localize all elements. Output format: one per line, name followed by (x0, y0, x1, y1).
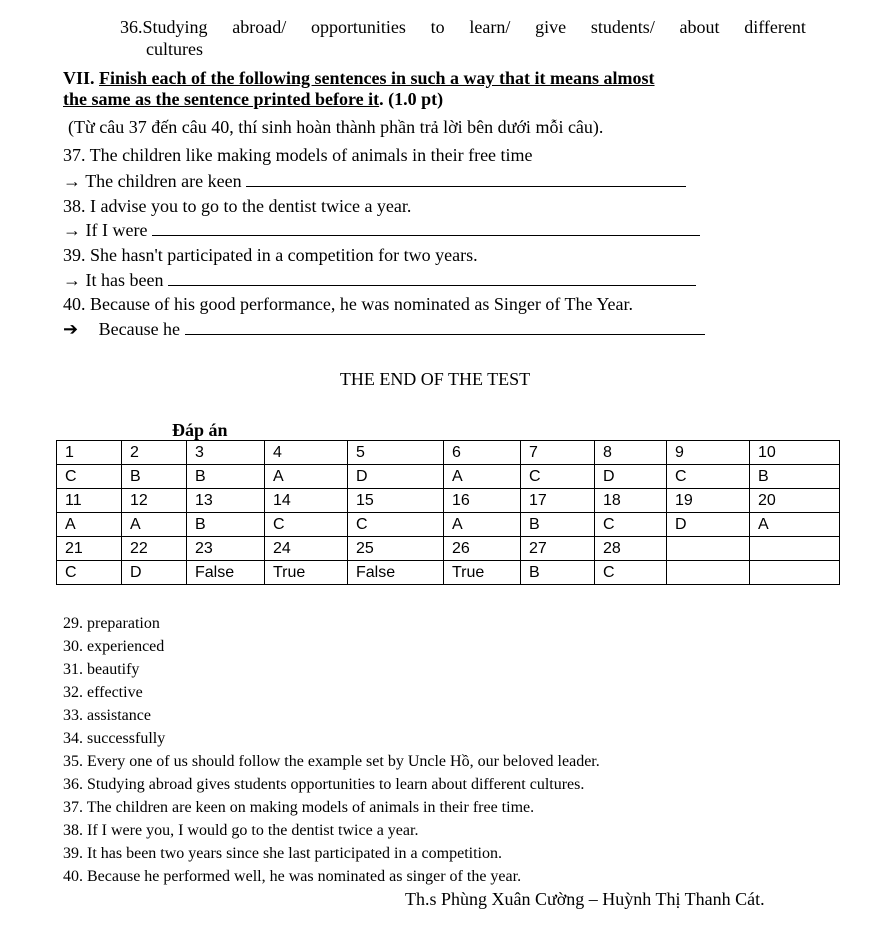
answer-title: Đáp án (172, 420, 228, 440)
table-cell: A (444, 513, 521, 537)
table-cell: 8 (595, 441, 667, 465)
table-cell: 19 (667, 489, 750, 513)
q36-word: students/ (590, 17, 655, 37)
answer-prompt: If I were (85, 220, 148, 240)
section-instruction: (Từ câu 37 đến câu 40, thí sinh hoàn thành phần trả lời bên dưới mỗi câu). (68, 117, 604, 137)
q36-word: opportunities (310, 17, 406, 37)
section-title-part-2: the same as the sentence printed before it (63, 89, 380, 109)
table-cell: D (595, 465, 667, 489)
answer-key-line: 31. beautify (63, 661, 140, 678)
arrow-icon: → (63, 270, 81, 290)
answer-blank[interactable] (152, 221, 700, 236)
table-row (57, 465, 840, 489)
section-heading-line-2 (63, 89, 808, 110)
answer-key-line: 34. successfully (63, 730, 166, 747)
answer-key-line: 40. Because he performed well, he was nominated as singer of the year. (63, 868, 522, 885)
table-cell: B (122, 465, 187, 489)
arrow-icon: → (63, 220, 81, 240)
answer-key-line: 39. It has been two years since she last participated in a competition. (63, 845, 502, 862)
q36-word: to (430, 17, 445, 37)
answer-key-line: 38. If I were you, I would go to the dentist twice a year. (63, 822, 419, 839)
table-cell: True (265, 561, 348, 585)
table-row (57, 441, 840, 465)
table-cell: D (122, 561, 187, 585)
table-cell: 7 (521, 441, 595, 465)
table-cell: 9 (667, 441, 750, 465)
table-cell (750, 561, 840, 585)
table-cell: C (667, 465, 750, 489)
table-cell: 21 (57, 537, 122, 561)
table-cell: B (750, 465, 840, 489)
table-cell: A (444, 465, 521, 489)
answer-key-line: 37. The children are keen on making models of animals in their free time. (63, 799, 535, 816)
answer-blank[interactable] (246, 172, 686, 187)
q36-word: 36.Studying (120, 17, 208, 37)
section-heading (63, 68, 808, 110)
q36-word: give (535, 17, 567, 37)
question-40-answer-line (63, 319, 705, 340)
table-cell: D (348, 465, 444, 489)
table-cell (667, 537, 750, 561)
table-cell: C (521, 465, 595, 489)
table-cell: False (187, 561, 265, 585)
table-cell: 15 (348, 489, 444, 513)
table-cell: A (122, 513, 187, 537)
question-39-answer-line (63, 270, 696, 291)
end-of-test: THE END OF THE TEST (339, 369, 531, 389)
table-cell: 22 (122, 537, 187, 561)
table-cell: 23 (187, 537, 265, 561)
table-cell: 28 (595, 537, 667, 561)
table-cell: C (57, 465, 122, 489)
q36-word: abroad/ (232, 17, 287, 37)
question-37-answer-line (63, 171, 686, 192)
answer-key-line: 30. experienced (63, 638, 165, 655)
answer-key-line: 32. effective (63, 684, 143, 701)
table-cell: C (595, 561, 667, 585)
table-cell: 16 (444, 489, 521, 513)
answer-blank[interactable] (168, 271, 696, 286)
table-cell: B (521, 561, 595, 585)
bold-arrow-icon: ➔ (63, 319, 79, 339)
q36-word: about (679, 17, 720, 37)
arrow-icon: → (63, 171, 81, 191)
table-cell: 6 (444, 441, 521, 465)
table-cell: C (57, 561, 122, 585)
answer-key-line: 29. preparation (63, 615, 160, 632)
author-credit: Th.s Phùng Xuân Cường – Huỳnh Thị Thanh Cát. (405, 889, 765, 909)
table-row (57, 561, 840, 585)
table-cell: A (265, 465, 348, 489)
table-cell: 10 (750, 441, 840, 465)
answer-key-line: 33. assistance (63, 707, 151, 724)
table-cell: 11 (57, 489, 122, 513)
answer-blank[interactable] (185, 320, 705, 335)
table-cell: 27 (521, 537, 595, 561)
answer-table (56, 440, 840, 585)
question-38-answer-line (63, 220, 700, 241)
table-cell: B (521, 513, 595, 537)
answer-key-line: 36. Studying abroad gives students opportunities to learn about different cultures. (63, 776, 585, 793)
table-cell: C (348, 513, 444, 537)
table-cell: 25 (348, 537, 444, 561)
table-cell: 20 (750, 489, 840, 513)
table-cell: 26 (444, 537, 521, 561)
table-cell: 4 (265, 441, 348, 465)
q36-word: different (744, 17, 806, 37)
table-cell: A (750, 513, 840, 537)
question-39-stem: 39. She hasn't participated in a competition for two years. (63, 245, 478, 265)
table-cell (750, 537, 840, 561)
table-cell: 17 (521, 489, 595, 513)
question-36 (120, 17, 806, 60)
table-cell: False (348, 561, 444, 585)
answer-prompt: It has been (85, 270, 164, 290)
table-cell: B (187, 465, 265, 489)
question-36-continuation: cultures (146, 39, 203, 59)
question-38-stem: 38. I advise you to go to the dentist twice a year. (63, 196, 412, 216)
table-cell: True (444, 561, 521, 585)
question-37-stem: 37. The children like making models of animals in their free time (63, 145, 533, 165)
table-cell: 1 (57, 441, 122, 465)
table-row (57, 489, 840, 513)
table-row (57, 513, 840, 537)
table-cell: A (57, 513, 122, 537)
table-cell: 12 (122, 489, 187, 513)
section-title-part-1: Finish each of the following sentences in such a way that it means almost (99, 68, 655, 88)
section-points: . (1.0 pt) (379, 89, 444, 109)
question-40-stem: 40. Because of his good performance, he was nominated as Singer of The Year. (63, 294, 634, 314)
table-row (57, 537, 840, 561)
answer-prompt: The children are keen (85, 171, 242, 191)
q36-word: learn/ (469, 17, 511, 37)
table-cell: C (595, 513, 667, 537)
section-number: VII. (63, 68, 95, 88)
table-cell (667, 561, 750, 585)
table-cell: 3 (187, 441, 265, 465)
answer-prompt: Because he (98, 319, 181, 339)
table-cell: 13 (187, 489, 265, 513)
table-cell: 5 (348, 441, 444, 465)
question-36-line (120, 17, 806, 38)
table-cell: 2 (122, 441, 187, 465)
table-cell: 14 (265, 489, 348, 513)
table-cell: B (187, 513, 265, 537)
table-cell: C (265, 513, 348, 537)
table-cell: D (667, 513, 750, 537)
answer-key-line: 35. Every one of us should follow the example set by Uncle Hồ, our beloved leader. (63, 753, 600, 770)
table-cell: 18 (595, 489, 667, 513)
table-cell: 24 (265, 537, 348, 561)
section-heading-line-1 (63, 68, 808, 89)
